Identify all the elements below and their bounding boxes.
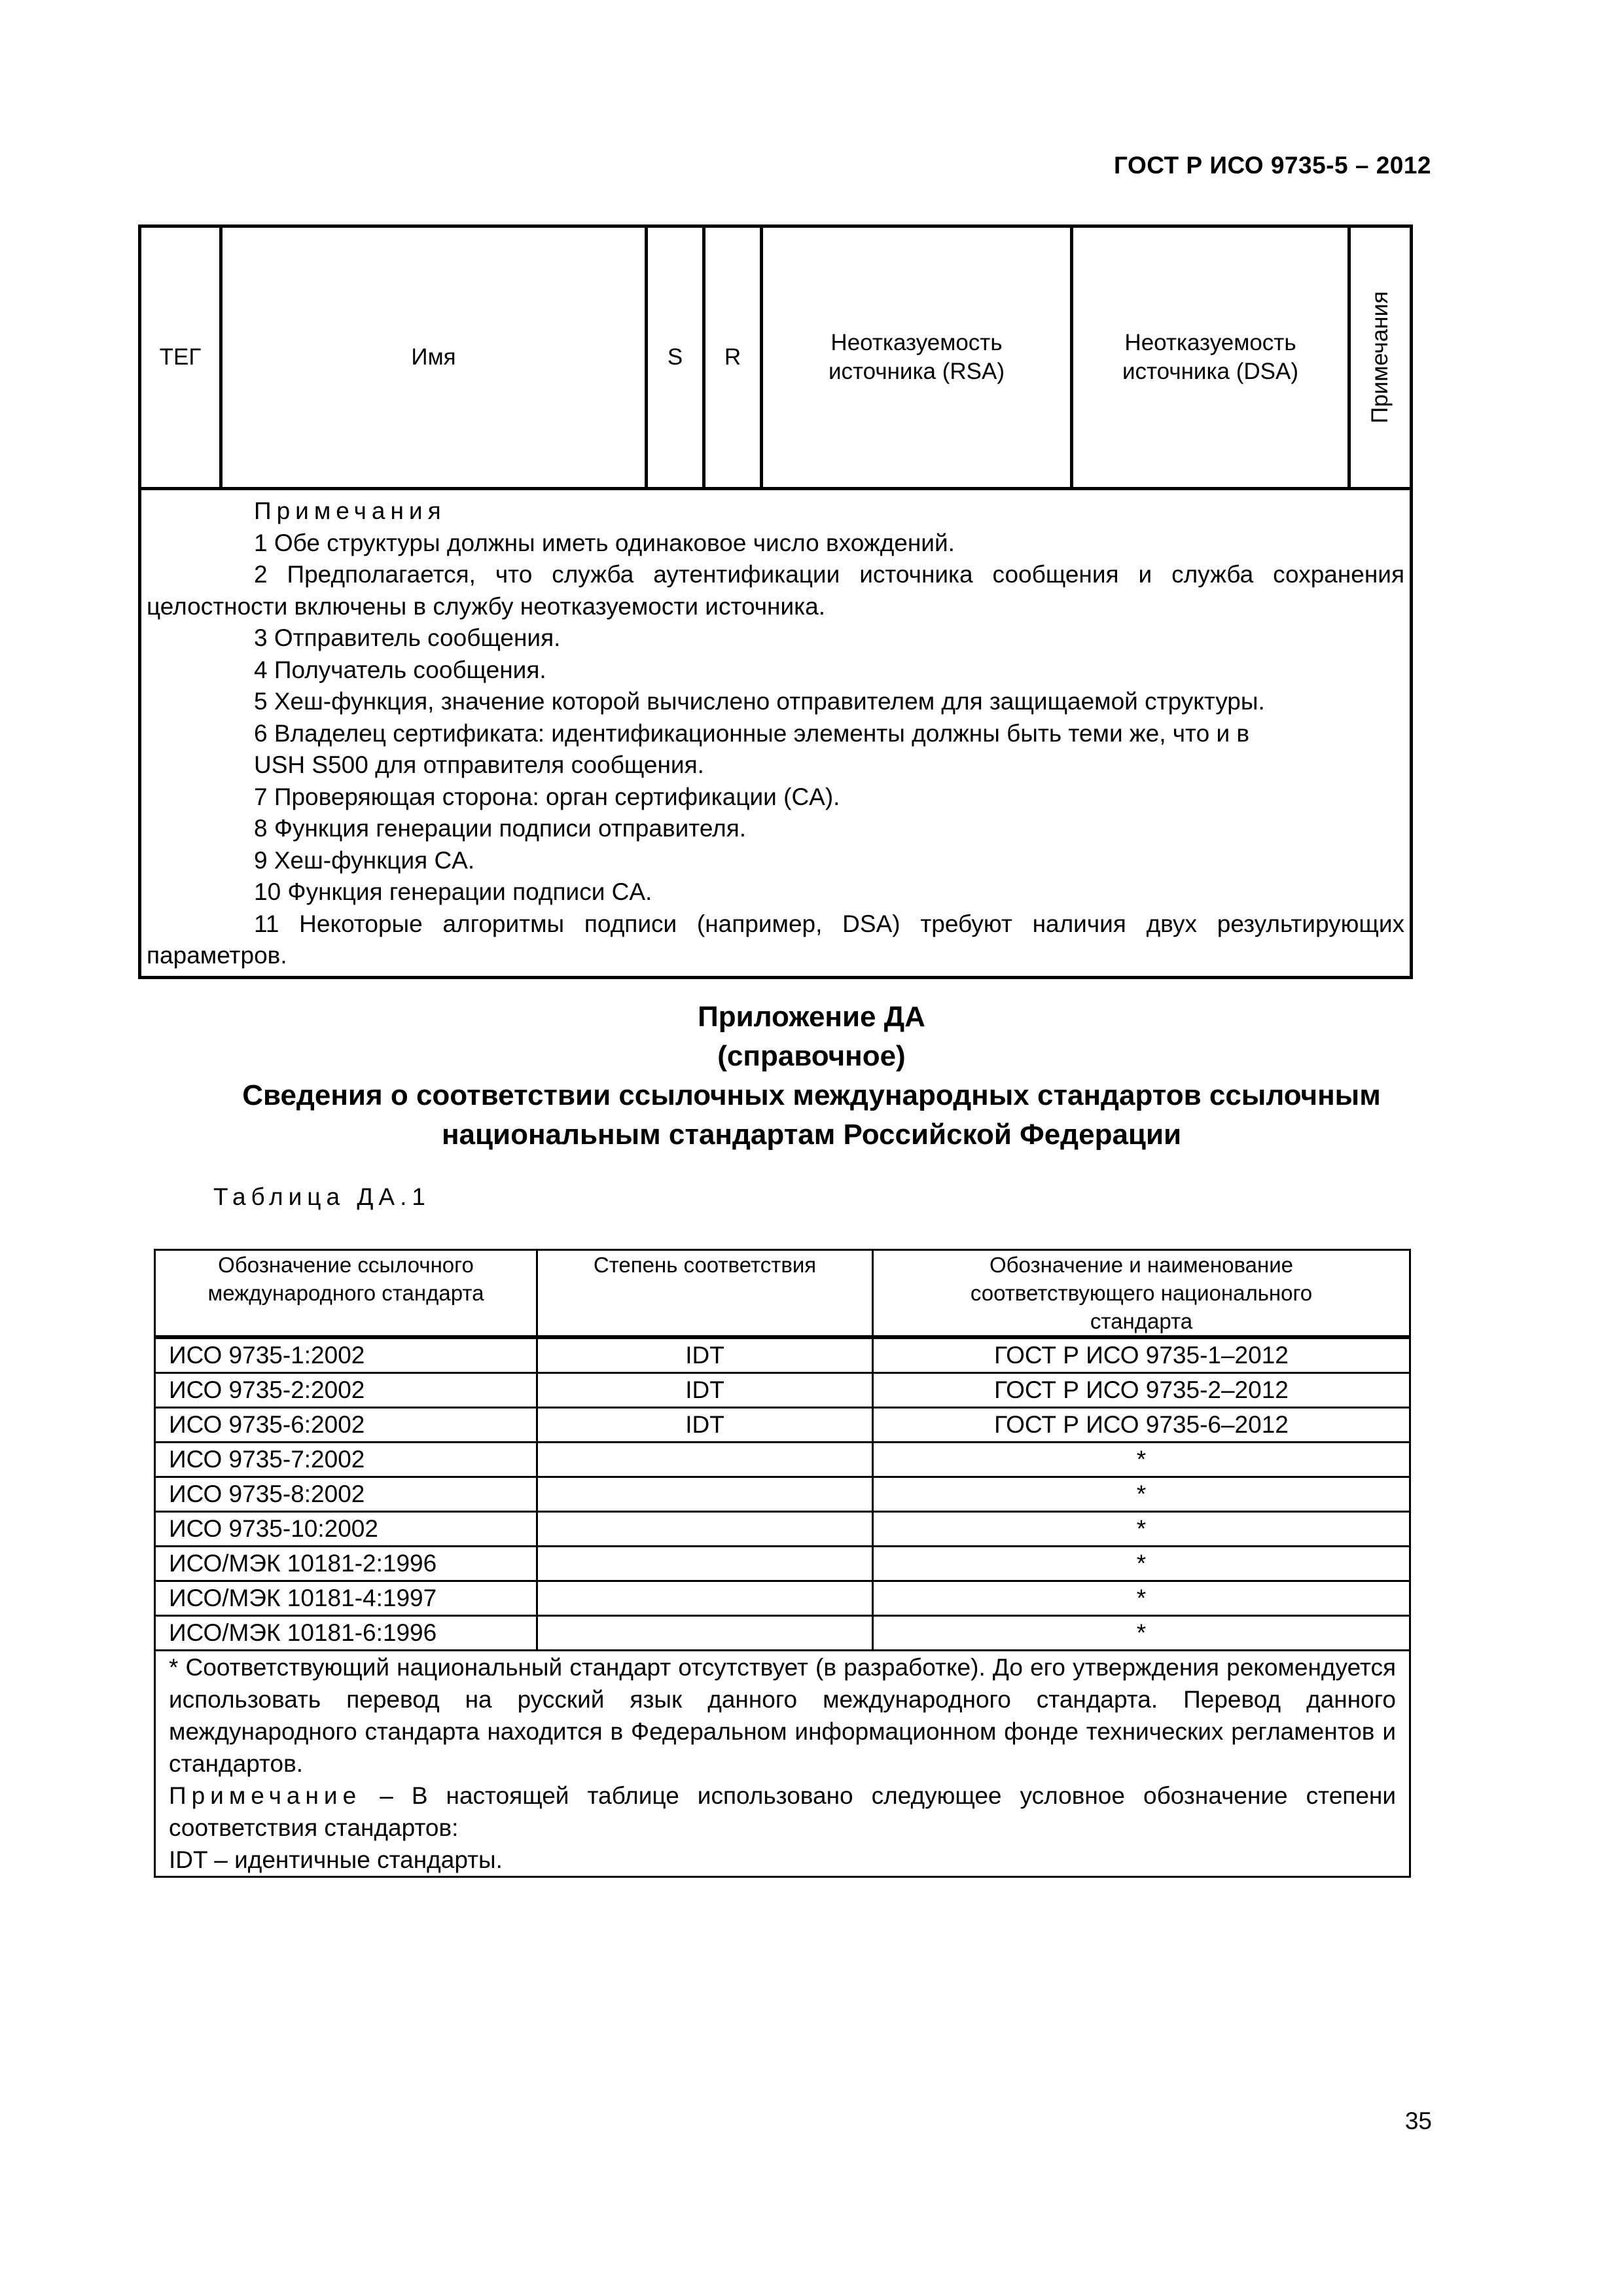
note-item: 5 Хеш-функция, значение которой вычислено отправителем для защищаемой структуры. bbox=[254, 688, 1265, 715]
column-header-degree: Степень соответствия bbox=[537, 1250, 873, 1338]
column-header-dsa-text: Неотказуемость источника (DSA) bbox=[1122, 330, 1299, 384]
table-row bbox=[155, 1373, 1410, 1408]
table-row bbox=[155, 1547, 1410, 1581]
table-footnote-cell bbox=[155, 1651, 1410, 1877]
appendix-heading-line1: Сведения о соответствии ссылочных международных стандартов ссылочным bbox=[242, 1079, 1381, 1111]
cell-degree bbox=[537, 1581, 873, 1616]
note-item: 1 Обе структуры должны иметь одинаковое число вхождений. bbox=[254, 529, 955, 556]
cell-international: ИСО 9735-10:2002 bbox=[155, 1512, 537, 1547]
cell-international: ИСО 9735-1:2002 bbox=[155, 1337, 537, 1373]
cell-national: * bbox=[873, 1443, 1410, 1477]
table-label: Таблица ДА.1 bbox=[213, 1183, 431, 1210]
table-footnote-row bbox=[155, 1651, 1410, 1877]
correspondence-table bbox=[154, 1249, 1411, 1878]
note-item: USH S500 для отправителя сообщения. bbox=[254, 751, 704, 778]
note-item: 4 Получатель сообщения. bbox=[254, 656, 546, 683]
cell-national: ГОСТ Р ИСО 9735-2–2012 bbox=[873, 1373, 1410, 1408]
cell-degree bbox=[537, 1443, 873, 1477]
note-item: 8 Функция генерации подписи отправителя. bbox=[254, 815, 747, 842]
cell-degree: IDT bbox=[537, 1373, 873, 1408]
note-item: 3 Отправитель сообщения. bbox=[254, 624, 561, 651]
column-header-dsa bbox=[1072, 226, 1349, 489]
note-label: Примечание bbox=[169, 1782, 362, 1809]
table-row bbox=[155, 1337, 1410, 1373]
cell-degree: IDT bbox=[537, 1408, 873, 1443]
column-header-international: Обозначение ссылочного международного стандарта bbox=[155, 1250, 537, 1338]
column-header-notes-text: Примечания bbox=[1367, 291, 1393, 424]
column-header-tag: ТЕГ bbox=[140, 226, 221, 489]
cell-international: ИСО/МЭК 10181-4:1997 bbox=[155, 1581, 537, 1616]
note-item: 10 Функция генерации подписи CA. bbox=[254, 878, 652, 905]
note-text: – В настоящей таблице использовано следующее условное обозначение степени соответствия стандартов: bbox=[169, 1782, 1396, 1841]
note-item: 2 Предполагается, что служба аутентификации источника сообщения и служба сохранения целостности включены в службу неотказуемости источника. bbox=[147, 561, 1404, 620]
cell-national: * bbox=[873, 1547, 1410, 1581]
appendix-title: Приложение ДА bbox=[698, 1001, 925, 1033]
cell-international: ИСО/МЭК 10181-6:1996 bbox=[155, 1616, 537, 1651]
cell-international: ИСО/МЭК 10181-2:1996 bbox=[155, 1547, 537, 1581]
appendix-subtitle: (справочное) bbox=[717, 1040, 906, 1072]
note-item: 7 Проверяющая сторона: орган сертификации (CA). bbox=[254, 783, 840, 810]
cell-international: ИСО 9735-8:2002 bbox=[155, 1477, 537, 1512]
cell-degree bbox=[537, 1512, 873, 1547]
table-row bbox=[155, 1616, 1410, 1651]
cell-national: * bbox=[873, 1512, 1410, 1547]
document-code: ГОСТ Р ИСО 9735-5 – 2012 bbox=[1113, 152, 1431, 179]
cell-national: * bbox=[873, 1581, 1410, 1616]
table-row bbox=[155, 1512, 1410, 1547]
appendix-heading-line2: национальным стандартам Российской Федерации bbox=[441, 1119, 1182, 1151]
table-note bbox=[169, 1780, 1396, 1844]
cell-degree bbox=[537, 1547, 873, 1581]
table-row bbox=[155, 1477, 1410, 1512]
column-header-s: S bbox=[647, 226, 704, 489]
cell-international: ИСО 9735-7:2002 bbox=[155, 1443, 537, 1477]
cell-degree bbox=[537, 1616, 873, 1651]
cell-national: * bbox=[873, 1477, 1410, 1512]
table-header-row bbox=[140, 226, 1412, 489]
cell-degree: IDT bbox=[537, 1337, 873, 1373]
column-header-rsa-text: Неотказуемость источника (RSA) bbox=[828, 330, 1005, 384]
footnote-text: * Соответствующий национальный стандарт отсутствует (в разработке). До его утверждения рекомендуется использовать перевод на русский язык данного международного стандарта. Перевод данного международного стандарта находится в Федеральном информационном фонде технических регламентов и стандартов. bbox=[169, 1654, 1396, 1777]
appendix-heading bbox=[0, 997, 1623, 1155]
page-number: 35 bbox=[1404, 2108, 1432, 2134]
column-header-rsa bbox=[762, 226, 1072, 489]
notes-row bbox=[140, 489, 1412, 978]
cell-national: ГОСТ Р ИСО 9735-1–2012 bbox=[873, 1337, 1410, 1373]
note-item: 11 Некоторые алгоритмы подписи (например, DSA) требуют наличия двух результирующих параметров. bbox=[147, 910, 1404, 969]
column-header-national: Обозначение и наименование соответствующего национального стандарта bbox=[873, 1250, 1410, 1338]
table-row bbox=[155, 1581, 1410, 1616]
note-item: 6 Владелец сертификата: идентификационные элементы должны быть теми же, что и в bbox=[254, 719, 1250, 747]
column-header-r: R bbox=[704, 226, 762, 489]
security-structure-table bbox=[138, 224, 1413, 979]
cell-international: ИСО 9735-6:2002 bbox=[155, 1408, 537, 1443]
cell-international: ИСО 9735-2:2002 bbox=[155, 1373, 537, 1408]
cell-national: ГОСТ Р ИСО 9735-6–2012 bbox=[873, 1408, 1410, 1443]
note-item: 9 Хеш-функция CA. bbox=[254, 846, 475, 874]
cell-degree bbox=[537, 1477, 873, 1512]
table-row bbox=[155, 1443, 1410, 1477]
column-header-name: Имя bbox=[221, 226, 647, 489]
notes-title: Примечания bbox=[254, 497, 446, 524]
cell-national: * bbox=[873, 1616, 1410, 1651]
note-idt: IDT – идентичные стандарты. bbox=[169, 1846, 503, 1873]
table-header-row bbox=[155, 1250, 1410, 1338]
table-row bbox=[155, 1408, 1410, 1443]
column-header-notes bbox=[1349, 226, 1412, 489]
notes-cell bbox=[140, 489, 1412, 978]
